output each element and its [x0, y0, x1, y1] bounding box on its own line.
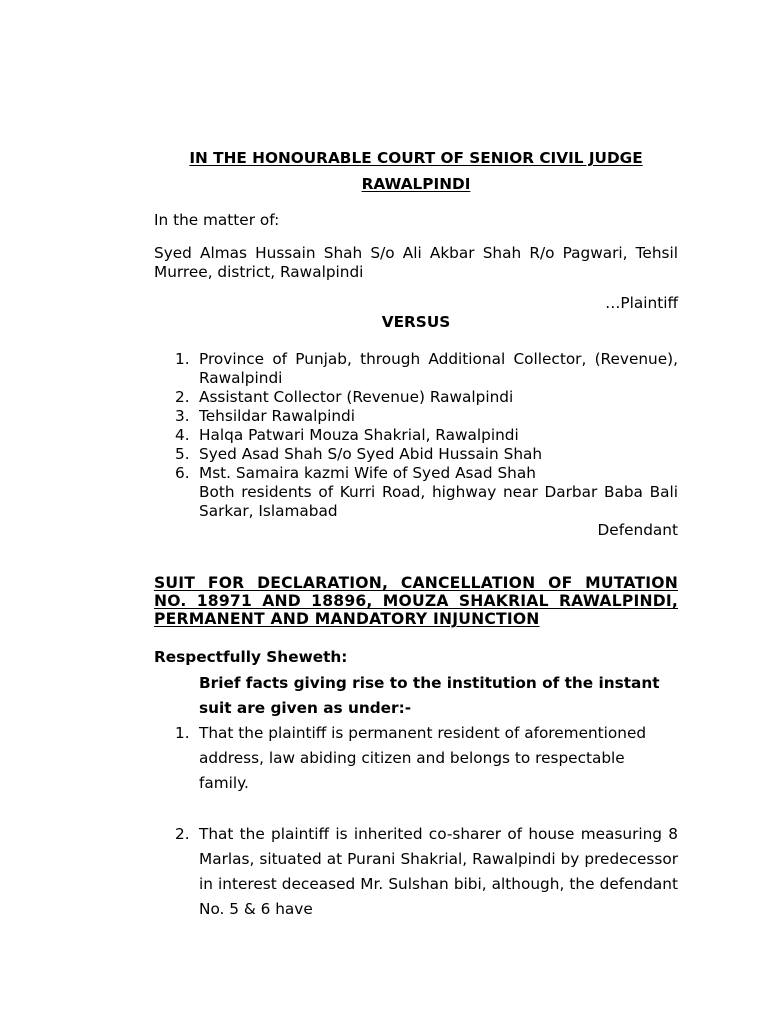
brief-facts-intro: Brief facts giving rise to the institution of the instant suit are given as under:- — [199, 674, 660, 717]
list-number: 2. — [175, 388, 190, 406]
defendants-list — [154, 350, 678, 483]
court-heading-line1: IN THE HONOURABLE COURT OF SENIOR CIVIL JUDGE — [189, 149, 643, 167]
defendants-residence: Both residents of Kurri Road, highway near Darbar Baba Bali Sarkar, Islamabad — [199, 483, 678, 520]
list-number: 2. — [175, 825, 190, 843]
defendant-text: Province of Punjab, through Additional Collector, (Revenue), Rawalpindi — [199, 350, 678, 387]
facts-list — [154, 721, 678, 922]
list-item — [154, 464, 678, 483]
list-number: 4. — [175, 426, 190, 444]
list-item — [154, 407, 678, 426]
list-item — [154, 426, 678, 445]
defendant-text: Mst. Samaira kazmi Wife of Syed Asad Shah — [199, 464, 536, 482]
list-number: 3. — [175, 407, 190, 425]
list-number: 6. — [175, 464, 190, 482]
plaintiff-details: Syed Almas Hussain Shah S/o Ali Akbar Shah R/o Pagwari, Tehsil Murree, district, Rawalpindi — [154, 244, 678, 281]
document-page — [154, 145, 678, 922]
list-item — [154, 350, 678, 388]
defendant-role-label: Defendant — [597, 521, 678, 539]
versus-heading: VERSUS — [381, 313, 451, 331]
fact-text: That the plaintiff is permanent resident of aforementioned address, law abiding citizen and belongs to respectable family. — [199, 724, 647, 792]
suit-title: SUIT FOR DECLARATION, CANCELLATION OF MUTATION NO. 18971 AND 18896, MOUZA SHAKRIAL RAWALPINDI, PERMANENT AND MANDATORY INJUNCTION — [154, 574, 678, 628]
list-number: 5. — [175, 445, 190, 463]
list-item — [154, 721, 678, 796]
defendant-text: Halqa Patwari Mouza Shakrial, Rawalpindi — [199, 426, 519, 444]
list-item — [154, 445, 678, 464]
list-item — [154, 822, 678, 922]
plaintiff-role-label: …Plaintiff — [605, 294, 678, 312]
list-number: 1. — [175, 724, 190, 742]
list-number: 1. — [175, 350, 190, 368]
defendant-text: Tehsildar Rawalpindi — [199, 407, 355, 425]
defendant-text: Assistant Collector (Revenue) Rawalpindi — [199, 388, 514, 406]
list-item — [154, 388, 678, 407]
defendant-text: Syed Asad Shah S/o Syed Abid Hussain Shah — [199, 445, 543, 463]
fact-text: That the plaintiff is inherited co-sharer of house measuring 8 Marlas, situated at Purani Shakrial, Rawalpindi by predecessor in interest deceased Mr. Sulshan bibi, although, the defendant No. 5 & 6 have — [199, 825, 678, 918]
matter-intro: In the matter of: — [154, 211, 280, 229]
respectfully-sheweth: Respectfully Sheweth: — [154, 648, 348, 666]
court-heading-line2: RAWALPINDI — [361, 175, 471, 193]
